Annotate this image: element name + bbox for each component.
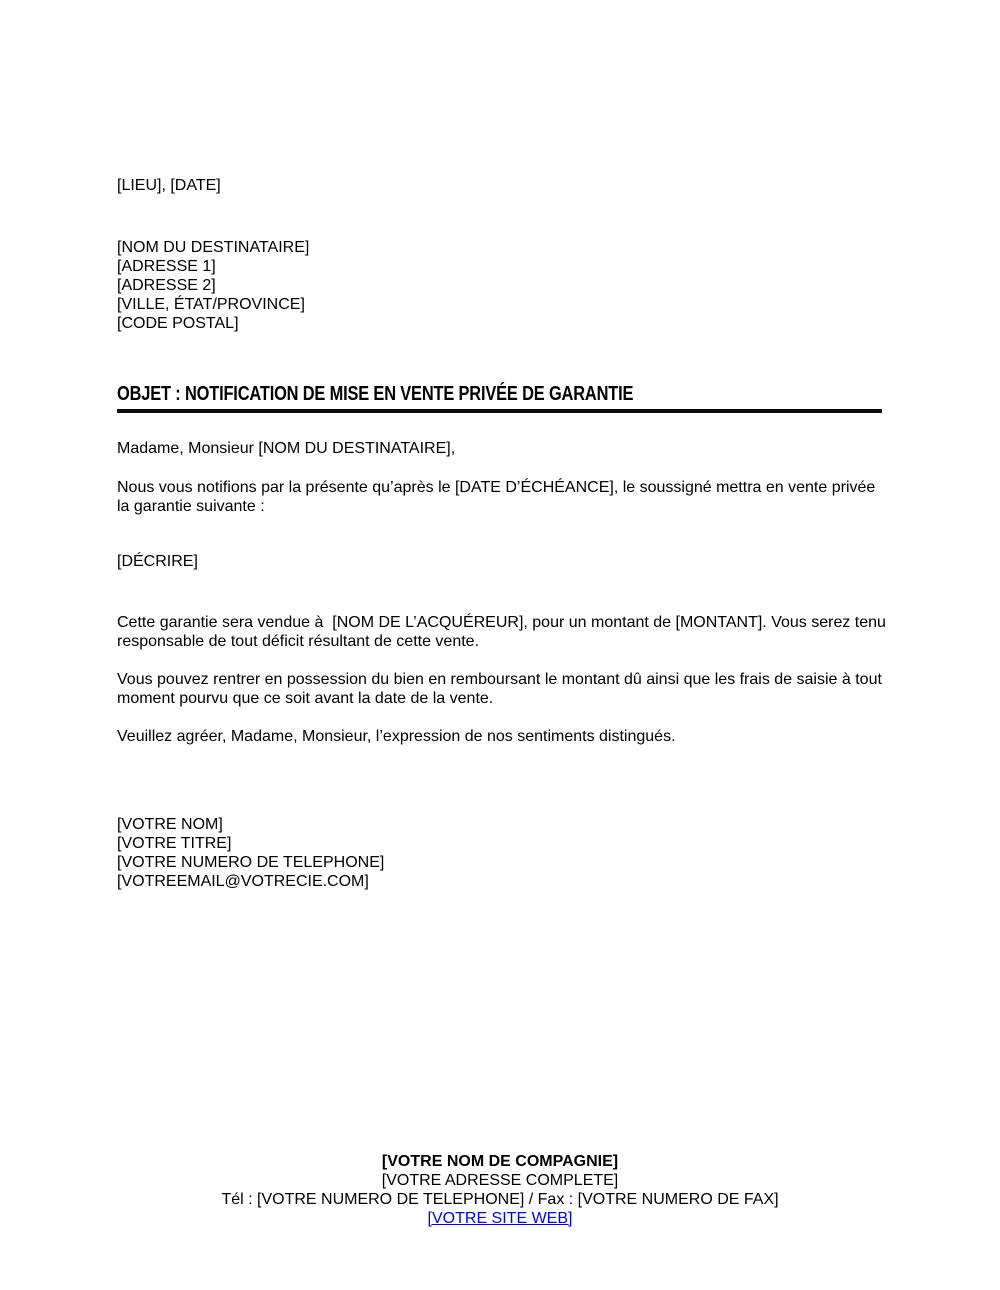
footer-company-address: [VOTRE ADRESSE COMPLETE]: [381, 1172, 619, 1189]
recipient-city-line: [VILLE, ÉTAT/PROVINCE]: [117, 296, 305, 313]
dateline: [LIEU], [DATE]: [117, 177, 221, 194]
describe-placeholder: [DÉCRIRE]: [117, 553, 198, 570]
recipient-block: [117, 238, 889, 333]
closing-salutation: Veuillez agréer, Madame, Monsieur, l’expression de nos sentiments distingués.: [117, 728, 676, 745]
footer-website-link[interactable]: [VOTRE SITE WEB]: [427, 1210, 573, 1227]
footer-tel-fax: Tél : [VOTRE NUMERO DE TELEPHONE] / Fax : [VOTRE NUMERO DE FAX]: [221, 1191, 779, 1208]
signature-name-line: [VOTRE NOM]: [117, 816, 223, 833]
recipient-postal-line: [CODE POSTAL]: [117, 315, 239, 332]
recipient-address1-line: [ADRESSE 1]: [117, 258, 216, 275]
signature-block: [117, 815, 889, 891]
subject-divider-rule: [117, 409, 882, 413]
footer-company-name: [VOTRE NOM DE COMPAGNIE]: [381, 1153, 619, 1170]
company-footer: [0, 1152, 1000, 1228]
subject-line: OBJET : NOTIFICATION DE MISE EN VENTE PRIVÉE DE GARANTIE: [117, 383, 634, 405]
recipient-address2-line: [ADRESSE 2]: [117, 277, 216, 294]
body-paragraph-repossession: Vous pouvez rentrer en possession du bien en remboursant le montant dû ainsi que les frais de saisie à tout moment pourvu que ce soit avant la date de la vente.: [117, 671, 887, 707]
greeting: Madame, Monsieur [NOM DU DESTINATAIRE],: [117, 440, 456, 457]
body-paragraph-notification: Nous vous notifions par la présente qu’après le [DATE D’ÉCHÉANCE], le soussigné mettra en vente privée la garantie suivante :: [117, 479, 880, 515]
recipient-name-line: [NOM DU DESTINATAIRE]: [117, 239, 310, 256]
signature-email-line: [VOTREEMAIL@VOTRECIE.COM]: [117, 873, 369, 890]
signature-phone-line: [VOTRE NUMERO DE TELEPHONE]: [117, 854, 385, 871]
signature-title-line: [VOTRE TITRE]: [117, 835, 232, 852]
body-paragraph-sale-terms: Cette garantie sera vendue à [NOM DE L’ACQUÉREUR], pour un montant de [MONTANT]. Vous serez tenu responsable de tout déficit résultant de cette vente.: [117, 614, 891, 650]
